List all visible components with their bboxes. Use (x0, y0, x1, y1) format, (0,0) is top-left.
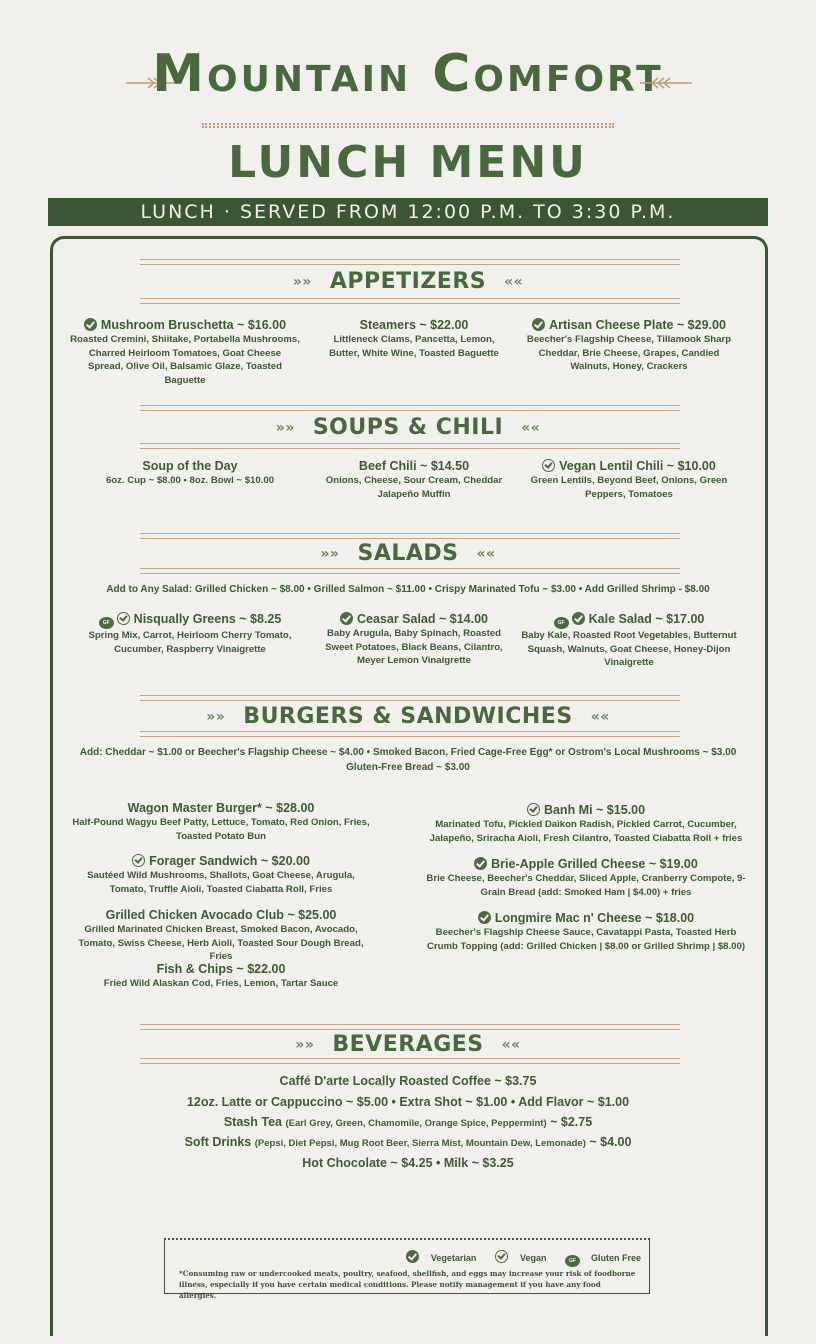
vegan-icon (527, 803, 540, 816)
arrow-right-icon: »» (206, 709, 226, 725)
menu-item: Fish & Chips ~ $22.00 Fried Wild Alaskan Cod, Fries, Lemon, Tartar Sauce (103, 962, 339, 989)
vegetarian-icon (478, 911, 491, 924)
beverage-line: Hot Chocolate ~ $4.25 • Milk ~ $3.25 (302, 1156, 514, 1170)
burger-addons-note: Add: Cheddar ~ $1.00 or Beecher's Flagship Cheese ~ $4.00 • Smoked Bacon, Fried Cage-Free Egg* or Ostrom's Local Mushrooms ~ $3.00 (79, 747, 737, 758)
menu-item: Grilled Chicken Avocado Club ~ $25.00 Grilled Marinated Chicken Breast, Smoked Bacon, Avocado, Tomato, Swiss Cheese, Herb Aioli, Toasted Sour Dough Bread, Fries (78, 908, 364, 962)
vegetarian-icon (474, 857, 487, 870)
arrow-right-icon: »» (275, 420, 295, 436)
menu-title: LUNCH MENU (228, 137, 588, 188)
section-divider (140, 443, 680, 449)
menu-item: Artisan Cheese Plate ~ $29.00 Beecher's Flagship Cheese, Tillamook Sharp Cheddar, Brie Cheese, Grapes, Candied Walnuts, Honey, Crackers (526, 318, 732, 372)
menu-item: Steamers ~ $22.00 Littleneck Clams, Pancetta, Lemon, Butter, White Wine, Toasted Baguette (329, 318, 499, 359)
section-divider (140, 259, 680, 265)
vegan-icon (132, 854, 145, 867)
menu-item: Banh Mi ~ $15.00 Marinated Tofu, Pickled Daikon Radish, Pickled Carrot, Cucumber, Jalapeño, Sriracha Aioli, Fresh Cilantro, Toasted Ciabatta Roll + fries (429, 803, 743, 844)
arrow-right-icon: »» (292, 274, 312, 290)
beverage-line: Stash Tea (Earl Grey, Green, Chamomile, Orange Spice, Peppermint) ~ $2.75 (223, 1115, 593, 1129)
beverage-line: Caffé D'arte Locally Roasted Coffee ~ $3.75 (279, 1074, 537, 1088)
vegetarian-icon (406, 1250, 419, 1263)
vegetarian-icon (340, 612, 353, 625)
vegan-icon (495, 1250, 508, 1263)
section-divider (140, 731, 680, 737)
menu-item: Forager Sandwich ~ $20.00 Sautéed Wild Mushrooms, Shallots, Goat Cheese, Arugula, Tomato, Truffle Aioli, Toasted Ciabatta Roll, Fries (87, 854, 355, 895)
section-divider (140, 568, 680, 574)
menu-item: GF Kale Salad ~ $17.00 Baby Kale, Roasted Root Vegetables, Butternut Squash, Walnuts, Goat Cheese, Honey-Dijon Vinaigrette (521, 612, 737, 668)
burger-addons-note-2: Gluten-Free Bread ~ $3.00 (346, 762, 470, 773)
arrow-left-icon: «« (590, 709, 610, 725)
arrow-left-icon: «« (521, 420, 541, 436)
vegan-icon (542, 459, 555, 472)
section-divider (140, 405, 680, 411)
gluten-free-icon: GF (99, 617, 114, 629)
section-divider (140, 1024, 680, 1030)
menu-item: Wagon Master Burger* ~ $28.00 Half-Pound Wagyu Beef Patty, Lettuce, Tomato, Red Onion, Fries, Toasted Potato Bun (72, 801, 370, 842)
menu-item: Soup of the Day 6oz. Cup ~ $8.00 • 8oz. Bowl ~ $10.00 (105, 459, 275, 486)
section-title-beverages: »» BEVERAGES «« (295, 1032, 521, 1057)
section-divider (140, 695, 680, 701)
menu-item: Brie-Apple Grilled Cheese ~ $19.00 Brie Cheese, Beecher's Cheddar, Sliced Apple, Cranberry Compote, 9-Grain Bread (add: Smoked Ham | $4.00) + fries (426, 857, 746, 898)
dietary-legend: Vegetarian Vegan GF Gluten Free (390, 1250, 641, 1267)
menu-item: Mushroom Bruschetta ~ $16.00 Roasted Cremini, Shiitake, Portabella Mushrooms, Charred Heirloom Tomatoes, Goat Cheese Spread, Olive Oil, Balsamic Glaze, Toasted Baguette (70, 318, 300, 386)
section-divider (140, 1058, 680, 1064)
vegan-icon (117, 612, 130, 625)
menu-item: Longmire Mac n' Cheese ~ $18.00 Beecher's Flagship Cheese Sauce, Cavatappi Pasta, Toasted Herb Crumb Topping (add: Grilled Chicken | $8.00 or Grilled Shrimp | $8.00) (426, 911, 746, 952)
vegetarian-icon (532, 318, 545, 331)
section-title-appetizers: »» APPETIZERS «« (292, 269, 524, 294)
menu-item: Ceasar Salad ~ $14.00 Baby Arugula, Baby Spinach, Roasted Sweet Potatoes, Black Beans, Cilantro, Meyer Lemon Vinaigrette (325, 612, 503, 666)
food-safety-disclaimer: *Consuming raw or undercooked meats, poultry, seafood, shellfish, and eggs may increase your risk of foodborne illness, especially if you have certain medical conditions. Please notify management if you have any food allergies. (179, 1269, 636, 1300)
vegetarian-icon (572, 612, 585, 625)
arrow-left-icon: «« (504, 274, 524, 290)
beverage-line: 12oz. Latte or Cappuccino ~ $5.00 • Extra Shot ~ $1.00 • Add Flavor ~ $1.00 (186, 1095, 630, 1109)
vegetarian-icon (84, 318, 97, 331)
arrow-left-icon: «« (476, 546, 496, 562)
section-title-soups: »» SOUPS & CHILI «« (275, 415, 541, 440)
section-title-burgers: »» BURGERS & SANDWICHES «« (206, 704, 610, 729)
section-divider (140, 298, 680, 304)
gluten-free-icon: GF (565, 1255, 580, 1267)
beverage-line: Soft Drinks (Pepsi, Diet Pepsi, Mug Root Beer, Sierra Mist, Mountain Dew, Lemonade) ~ $4.00 (184, 1135, 632, 1149)
section-title-salads: »» SALADS «« (320, 541, 496, 566)
menu-item: Vegan Lentil Chili ~ $10.00 Green Lentils, Beyond Beef, Onions, Green Peppers, Tomatoes (530, 459, 728, 500)
arrow-left-icon: «« (501, 1037, 521, 1053)
arrow-right-icon: »» (295, 1037, 315, 1053)
restaurant-title: Mountain Comfort (152, 44, 664, 104)
wheat-ornament-icon (640, 76, 692, 90)
menu-item: GF Nisqually Greens ~ $8.25 Spring Mix, Carrot, Heirloom Cherry Tomato, Cucumber, Raspberry Vinaigrette (88, 612, 292, 655)
section-divider (140, 533, 680, 539)
menu-item: Beef Chili ~ $14.50 Onions, Cheese, Sour Cream, Cheddar Jalapeño Muffin (325, 459, 503, 500)
arrow-right-icon: »» (320, 546, 340, 562)
header-divider (202, 123, 614, 128)
salad-addons-note: Add to Any Salad: Grilled Chicken ~ $8.00 • Grilled Salmon ~ $11.00 • Crispy Marinated Tofu ~ $3.00 • Add Grilled Shrimp - $8.00 (106, 584, 710, 595)
gluten-free-icon: GF (554, 617, 569, 629)
hours-banner: LUNCH · SERVED FROM 12:00 P.M. TO 3:30 P.M. (48, 198, 768, 226)
footer-box (164, 1238, 650, 1300)
